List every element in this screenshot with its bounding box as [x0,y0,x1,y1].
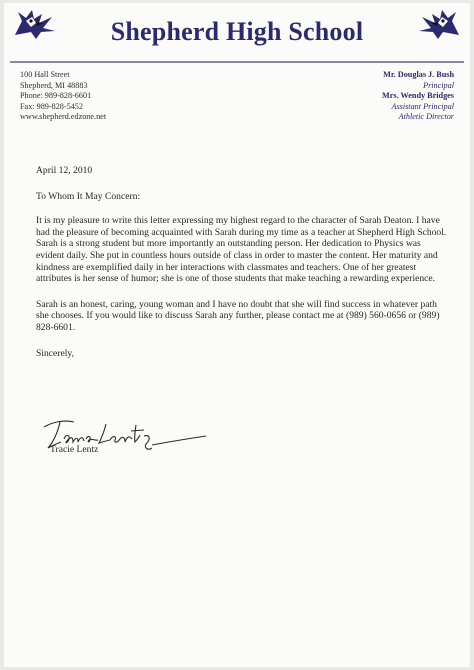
letter-body [36,165,450,359]
assistant-principal-title: Assistant Principal [391,101,454,111]
letter-date: April 12, 2010 [36,165,93,176]
letter-page [4,3,470,667]
signer-name: Tracie Lentz [50,444,99,455]
website-line: www.shepherd.edzone.net [20,112,107,122]
letterhead-divider [10,61,464,63]
letter-closing: Sincerely, [36,347,75,359]
principal-title: Principal [423,80,454,90]
fax-line: Fax: 989-828-5452 [20,101,83,111]
letter-paragraph: Sarah is an honest, caring, young woman and I have no doubt that she will find success in whatever path she chooses. If you would like to discuss Sarah any further, please contact me at (989) 560-0656 or (989) 828-6601. [36,298,440,333]
phone-line: Phone: 989-828-6601 [20,91,92,101]
school-name: Shepherd High School [110,17,364,46]
blue-jay-logo-icon [12,7,58,41]
staff-block [382,70,454,123]
athletic-director-title: Athletic Director [398,112,454,122]
assistant-principal-name: Mrs. Wendy Bridges [382,91,454,101]
letter-paragraph: It is my pleasure to write this letter expressing my highest regard to the character of Sarah Deaton. I have had the pleasure of becoming acquainted with Sarah during my time as a teacher at Shepherd High School. Sarah is a strong student but more importantly an outstanding person. Her dedication to Physics was evident daily. She put in countless hours outside of class in order to master the content. Her maturity and kindness are exemplified daily in her interactions with classmates and teachers. One of her greatest attributes is her sense of humor; she is one of those students that make teaching a rewarding experience. [36,215,447,285]
blue-jay-logo-icon [416,7,462,41]
address-line: Shepherd, MI 48883 [20,80,88,90]
letter-salutation: To Whom It May Concern: [36,190,141,202]
school-address-block [20,70,106,123]
address-line: 100 Hall Street [20,70,70,79]
principal-name: Mr. Douglas J. Bush [383,70,454,79]
